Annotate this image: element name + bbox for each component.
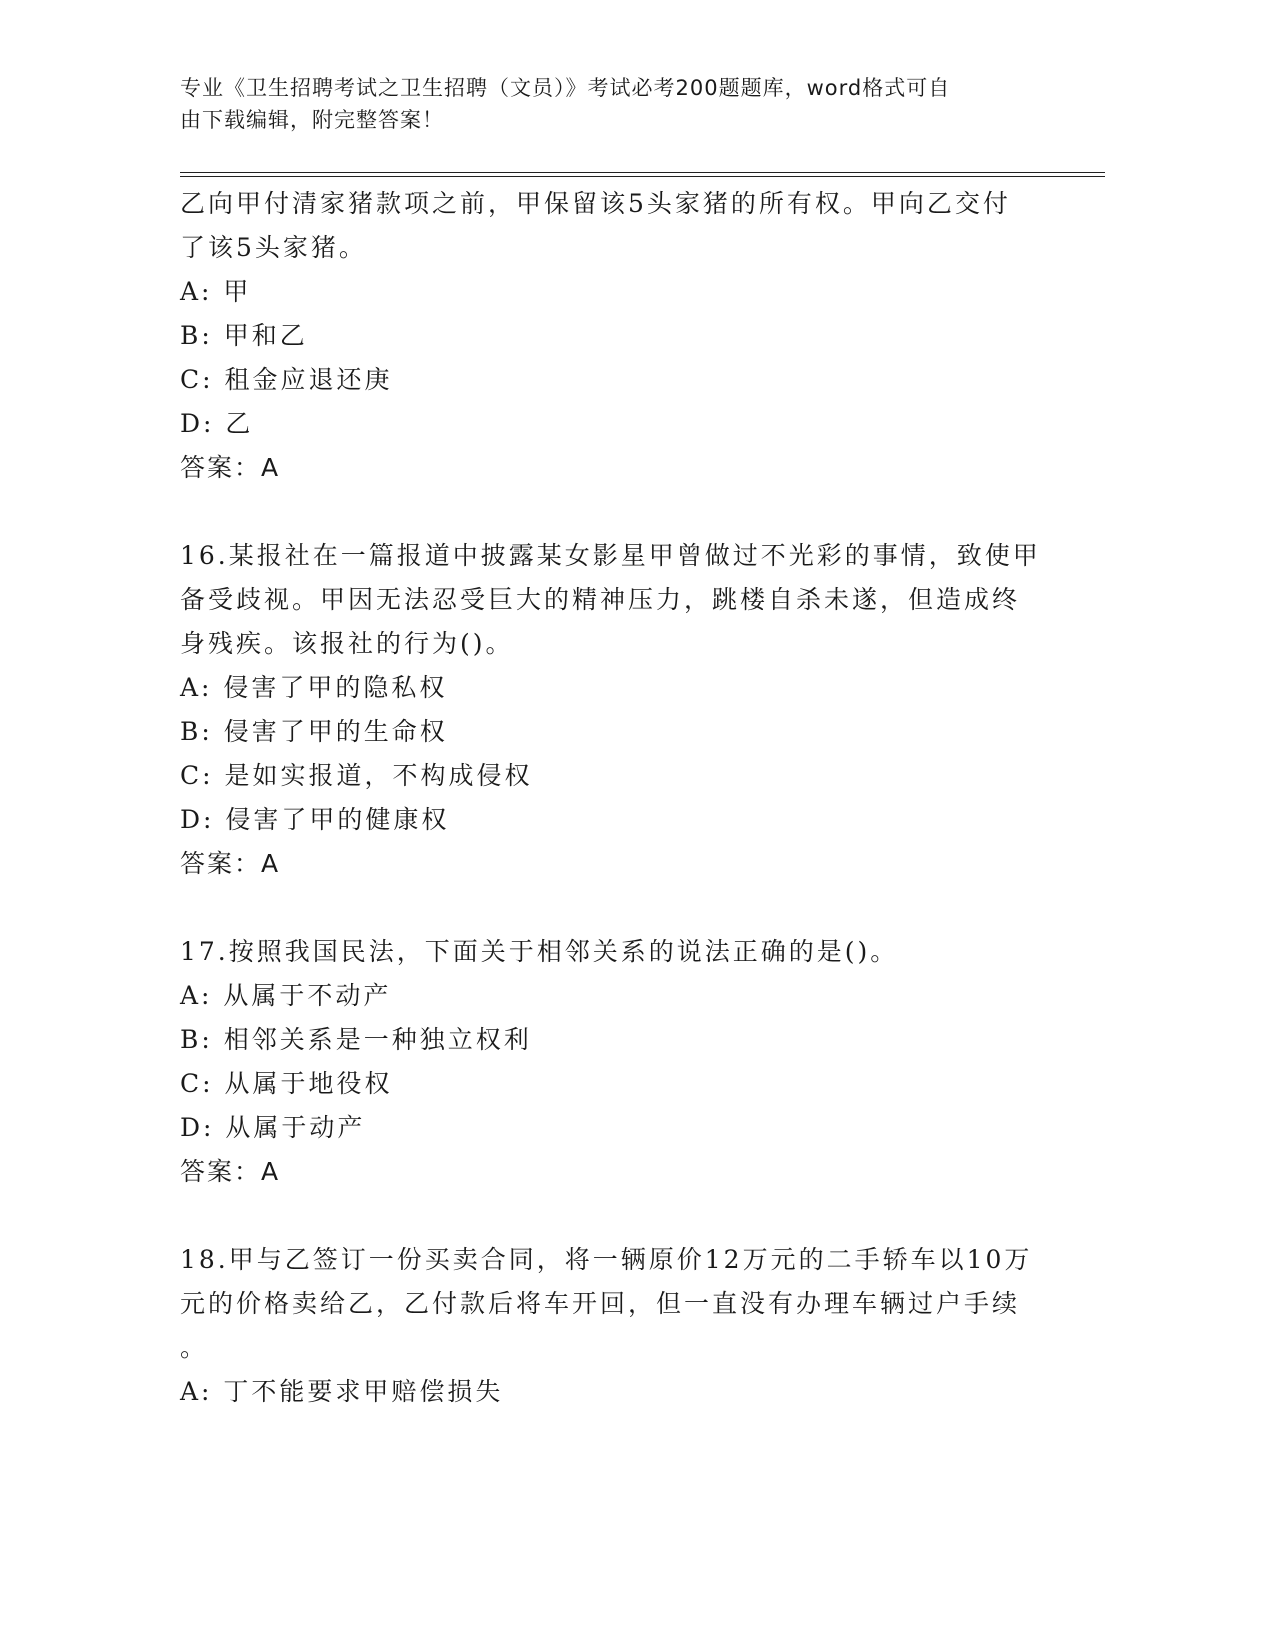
question-16 <box>180 534 1040 886</box>
option-a: A: 甲 <box>180 277 252 306</box>
question-stem-line: 元的价格卖给乙，乙付款后将车开回，但一直没有办理车辆过户手续 <box>180 1289 1021 1318</box>
answer-line: 答案：A <box>180 453 281 482</box>
spacer <box>180 886 1040 930</box>
option-c: C: 是如实报道，不构成侵权 <box>180 761 533 790</box>
option-a: A: 丁不能要求甲赔偿损失 <box>180 1377 504 1406</box>
question-15 <box>180 182 1040 490</box>
spacer <box>180 1194 1040 1238</box>
question-stem-line: 备受歧视。甲因无法忍受巨大的精神压力，跳楼自杀未遂，但造成终 <box>180 585 1021 614</box>
option-d: D: 乙 <box>180 409 254 438</box>
question-stem-line: 。 <box>180 1333 209 1362</box>
answer-line: 答案：A <box>180 1157 281 1186</box>
header-line: 专业《卫生招聘考试之卫生招聘（文员）》考试必考200题题库，word格式可自 <box>180 76 951 100</box>
question-stem-line: 16.某报社在一篇报道中披露某女影星甲曾做过不光彩的事情，致使甲 <box>180 541 1041 570</box>
question-17 <box>180 930 1040 1194</box>
question-stem-line: 身残疾。该报社的行为()。 <box>180 629 514 658</box>
option-b: B: 侵害了甲的生命权 <box>180 717 448 746</box>
option-c: C: 从属于地役权 <box>180 1069 393 1098</box>
option-b: B: 甲和乙 <box>180 321 308 350</box>
option-d: D: 侵害了甲的健康权 <box>180 805 450 834</box>
question-list <box>180 182 1040 1414</box>
question-stem-line: 了该5头家猪。 <box>180 233 367 262</box>
header-divider <box>180 176 1105 177</box>
document-header <box>180 72 1040 136</box>
question-stem-line: 17.按照我国民法，下面关于相邻关系的说法正确的是()。 <box>180 937 899 966</box>
question-stem-line: 18.甲与乙签订一份买卖合同，将一辆原价12万元的二手轿车以10万 <box>180 1245 1033 1274</box>
header-line: 由下载编辑，附完整答案！ <box>180 108 444 132</box>
option-d: D: 从属于动产 <box>180 1113 366 1142</box>
option-c: C: 租金应退还庚 <box>180 365 393 394</box>
spacer <box>180 490 1040 534</box>
question-stem-line: 乙向甲付清家猪款项之前，甲保留该5头家猪的所有权。甲向乙交付 <box>180 189 1011 218</box>
option-a: A: 侵害了甲的隐私权 <box>180 673 448 702</box>
question-18 <box>180 1238 1040 1414</box>
header-divider <box>180 172 1105 173</box>
answer-line: 答案：A <box>180 849 281 878</box>
option-b: B: 相邻关系是一种独立权利 <box>180 1025 532 1054</box>
option-a: A: 从属于不动产 <box>180 981 392 1010</box>
